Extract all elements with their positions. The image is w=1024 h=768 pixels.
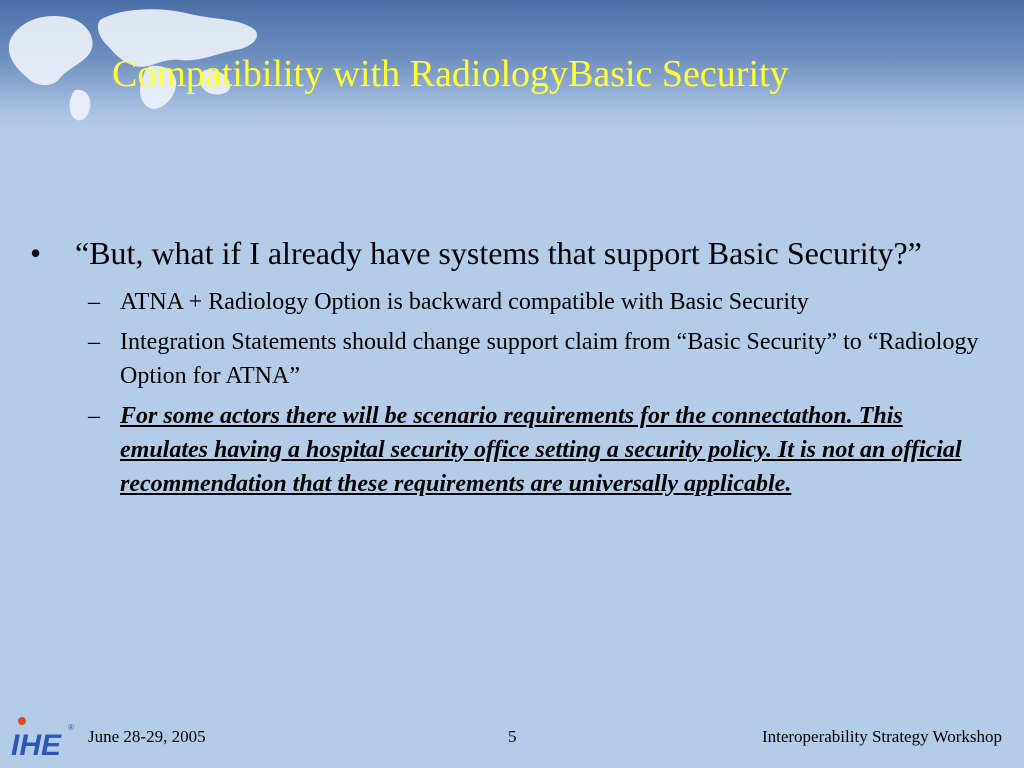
bullet-symbol: • — [30, 235, 42, 271]
ihe-logo — [8, 712, 78, 760]
svg-text:IHE: IHE — [11, 729, 62, 760]
page-number: 5 — [508, 727, 517, 746]
sub-bullet-text: Integration Statements should change support claim from “Basic Security” to “Radiology Option for ATNA” — [120, 329, 979, 389]
slide-body — [30, 232, 980, 507]
slide-footer — [0, 712, 1024, 768]
dash-symbol: – — [88, 289, 100, 315]
sub-bullet-list — [30, 285, 980, 501]
sub-bullet-item — [30, 285, 980, 319]
sub-bullet-item — [30, 325, 980, 393]
emphasized-note-text: For some actors there will be scenario requirements for the connectathon. This emulates having a hospital security office setting a security policy. It is not an official recommendation that these requirements are universally applicable. — [120, 403, 962, 497]
slide-title: Compatibility with RadiologyBasic Security — [112, 53, 789, 95]
svg-text:®: ® — [68, 723, 74, 732]
footer-date: June 28-29, 2005 — [88, 727, 206, 746]
dash-symbol: – — [88, 329, 100, 355]
dash-symbol: – — [88, 403, 100, 429]
sub-bullet-text: ATNA + Radiology Option is backward compatible with Basic Security — [120, 289, 809, 315]
header-banner — [0, 0, 1024, 130]
sub-bullet-item — [30, 399, 980, 501]
main-bullet-text: “But, what if I already have systems that support Basic Security?” — [75, 235, 922, 271]
main-bullet — [30, 232, 980, 275]
footer-event-name: Interoperability Strategy Workshop — [761, 727, 1002, 746]
